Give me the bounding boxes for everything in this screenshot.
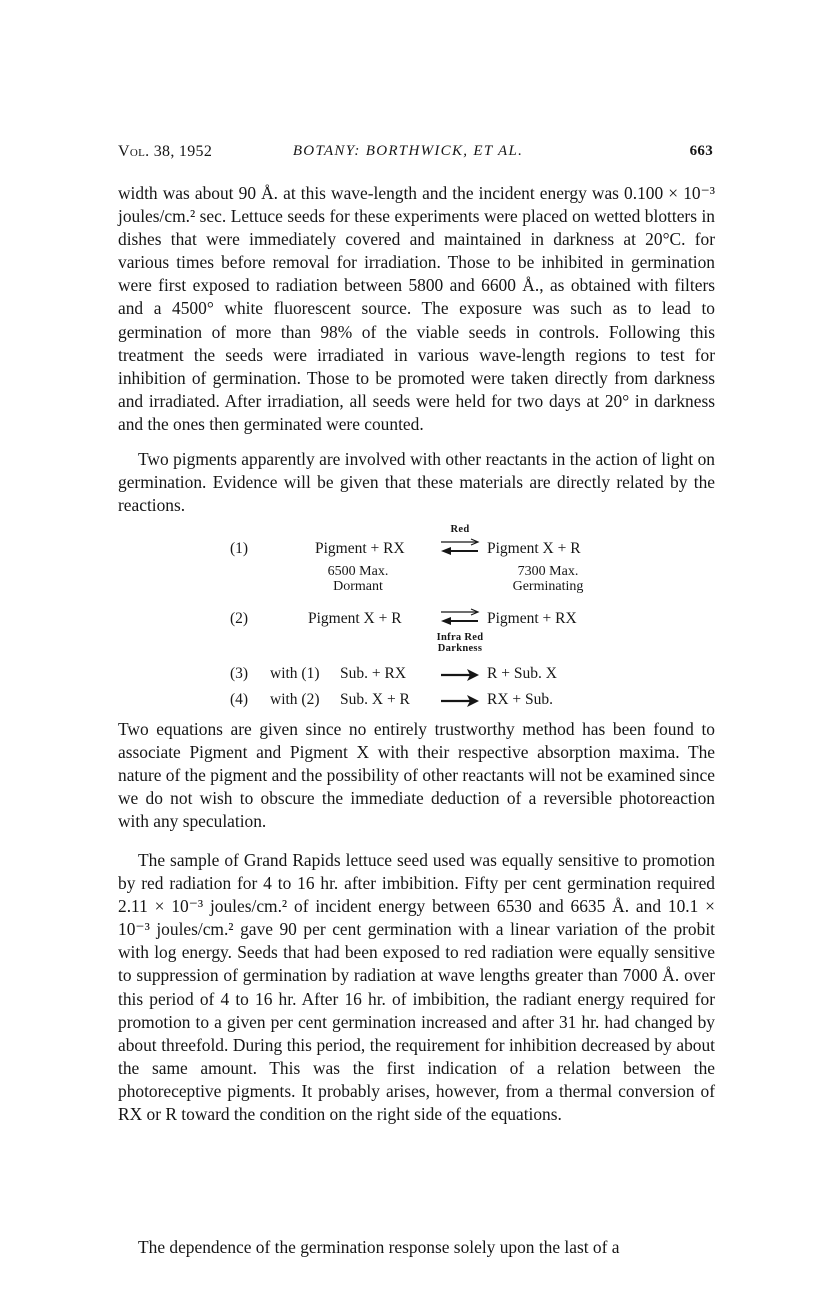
right-state-label: Germinating xyxy=(512,579,584,594)
equation-2-reversible-arrow xyxy=(440,608,480,626)
right-max-label: 7300 Max. xyxy=(517,564,579,579)
left-max-label: 6500 Max. xyxy=(327,564,389,579)
equation-1-left: Pigment + RX xyxy=(315,540,405,557)
equation-2-number: (2) xyxy=(230,610,249,627)
equation-4-arrow xyxy=(440,694,480,708)
equation-3-arrow xyxy=(440,668,480,682)
equation-4-left: Sub. X + R xyxy=(340,691,410,708)
darkness-label: Darkness xyxy=(437,643,483,654)
equation-2-right: Pigment + RX xyxy=(487,610,577,627)
paragraph-dependence: The dependence of the germination response solely upon the last of a xyxy=(138,1237,620,1257)
left-state-label: Dormant xyxy=(333,579,383,594)
equation-4-condition: with (2) xyxy=(270,691,320,708)
infra-red-label: Infra Red xyxy=(436,632,484,643)
equation-2-arrow-labels xyxy=(415,632,505,654)
running-header-title: BOTANY: BORTHWICK, ET AL. xyxy=(292,143,524,159)
equation-1-arrow-label: Red xyxy=(450,524,470,535)
paragraph-lettuce-sample: The sample of Grand Rapids lettuce seed used was equally sensitive to promotion by red radiation for 4 to 16 hr. after imbibition. Fifty per cent germination required 2.11 × 10⁻³ joules/cm.² of incident energy between 6530 and 6635 Å. and 10.1 × 10⁻³ joules/cm.² gave 90 per cent germination with a linear variation of the probit with log energy. Seeds that had been exposed to red radiation were equally sensitive to suppression of germination by radiation at wave lengths greater than 7000 Å. over this period of 4 to 16 hr. After 16 hr. of imbibition, the radiant energy required for promotion to a given per cent germination increased and after 31 hr. had changed by about threefold. During this period, the requirement for inhibition decreased by about the same amount. This was the first indication of a relation between the photoreceptive pigments. It probably arises, however, from a thermal conversion of RX or R toward the condition on the right side of the equations. xyxy=(118,850,715,1125)
equation-4-right: RX + Sub. xyxy=(487,691,554,708)
paragraph-methods-continued: width was about 90 Å. at this wave-length and the incident energy was 0.100 × 10⁻³ joules/cm.² sec. Lettuce seeds for these experiments were placed on wetted blotters in dishes that were immediately covered and maintained in darkness at 20°C. for various times before removal for irradiation. Those to be inhibited in germination were first exposed to radiation between 5800 and 6600 Å., as obtained with filters and a 4500° white fluorescent source. The exposure was such as to lead to germination of more than 98% of the viable seeds in controls. Following this treatment the seeds were irradiated in various wave-length regions to test for inhibition of germination. Those to be promoted were taken directly from darkness and irradiated. After irradiation, all seeds were held for two days at 20° in darkness and the ones then germinated were counted. xyxy=(118,183,715,434)
equation-3-left: Sub. + RX xyxy=(340,665,407,682)
equation-2-left: Pigment X + R xyxy=(308,610,402,627)
equation-1-right: Pigment X + R xyxy=(487,540,581,557)
equation-1-number: (1) xyxy=(230,540,249,557)
equation-1-reversible-arrow xyxy=(440,538,480,556)
paragraph-two-equations: Two equations are given since no entirely trustworthy method has been found to associate Pigment and Pigment X with their respective absorption maxima. The nature of the pigment and the possibility of other reactants will not be examined since we do not wish to obscure the immediate deduction of a reversible photoreaction with any speculation. xyxy=(118,719,715,832)
reverse-arrow-head xyxy=(441,617,451,625)
equation-4-number: (4) xyxy=(230,691,249,708)
running-header-volume: Vol. 38, 1952 xyxy=(118,143,213,160)
equation-3-condition: with (1) xyxy=(270,665,320,682)
equation-3-number: (3) xyxy=(230,665,249,682)
equation-1-left-annotation xyxy=(300,564,416,594)
equation-3-right: R + Sub. X xyxy=(487,665,557,682)
page-number: 663 xyxy=(689,143,713,159)
equation-1-right-annotation xyxy=(490,564,606,594)
reverse-arrow-head xyxy=(441,547,451,555)
paragraph-two-pigments: Two pigments apparently are involved with other reactants in the action of light on germination. Evidence will be given that these materials are directly related by the reactions. xyxy=(118,449,715,516)
